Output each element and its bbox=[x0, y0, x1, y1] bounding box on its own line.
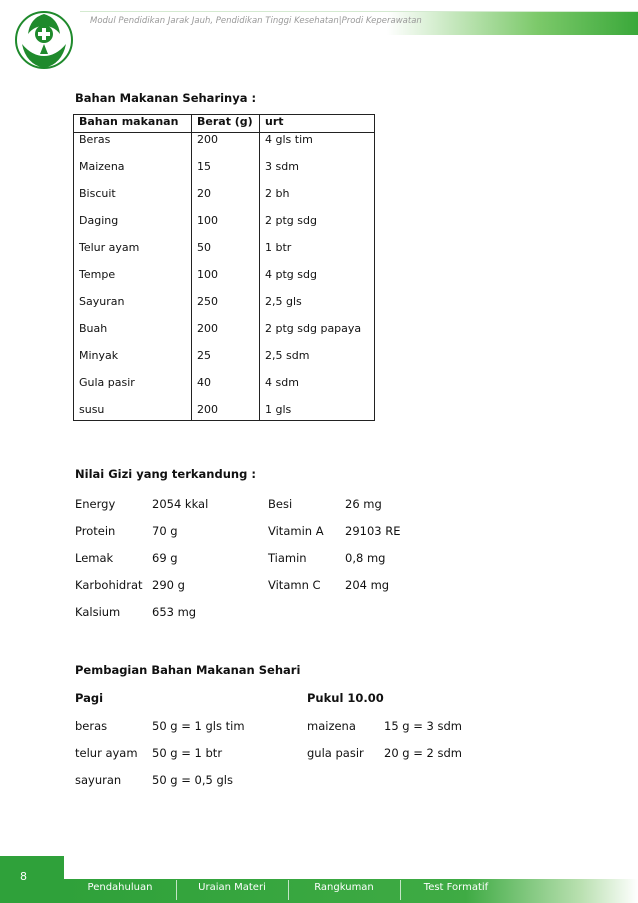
nutrient-label: Karbohidrat bbox=[75, 578, 143, 592]
nutrition-section-title: Nilai Gizi yang terkandung : bbox=[75, 467, 256, 481]
nutrient-value: 69 g bbox=[152, 551, 178, 565]
urt-cell: 2,5 gls bbox=[260, 295, 375, 322]
weight-cell: 40 bbox=[192, 376, 260, 403]
food-name-cell: Biscuit bbox=[74, 187, 192, 214]
running-title: Modul Pendidikan Jarak Jauh, Pendidikan Tinggi Kesehatan|Prodi Keperawatan bbox=[90, 16, 422, 26]
food-item-label: telur ayam bbox=[75, 746, 138, 760]
food-item-label: maizena bbox=[307, 719, 356, 733]
column-header: Berat (g) bbox=[192, 115, 260, 133]
weight-cell: 50 bbox=[192, 241, 260, 268]
food-section-title: Bahan Makanan Seharinya : bbox=[75, 91, 257, 105]
urt-cell: 2 ptg sdg bbox=[260, 214, 375, 241]
table-row bbox=[74, 160, 375, 187]
nutrient-value: 204 mg bbox=[345, 578, 390, 592]
nav-test-formatif[interactable]: Test Formatif bbox=[423, 882, 489, 893]
table-row bbox=[74, 133, 375, 161]
food-item-label: gula pasir bbox=[307, 746, 364, 760]
food-item-portion: 50 g = 0,5 gls bbox=[152, 773, 233, 787]
food-item-label: sayuran bbox=[75, 773, 122, 787]
food-name-cell: Tempe bbox=[74, 268, 192, 295]
weight-cell: 20 bbox=[192, 187, 260, 214]
weight-cell: 100 bbox=[192, 214, 260, 241]
food-name-cell: Gula pasir bbox=[74, 376, 192, 403]
food-item-portion: 15 g = 3 sdm bbox=[384, 719, 463, 733]
weight-cell: 200 bbox=[192, 403, 260, 421]
page-number-box bbox=[0, 856, 64, 903]
food-name-cell: Beras bbox=[74, 133, 192, 161]
nav-rangkuman[interactable]: Rangkuman bbox=[314, 882, 374, 893]
table-row bbox=[74, 376, 375, 403]
table-row bbox=[74, 322, 375, 349]
nutrient-value: 70 g bbox=[152, 524, 178, 538]
urt-cell: 2 bh bbox=[260, 187, 375, 214]
food-name-cell: susu bbox=[74, 403, 192, 421]
nutrient-label: Besi bbox=[268, 497, 293, 511]
food-item-portion: 50 g = 1 gls tim bbox=[152, 719, 245, 733]
table-row bbox=[74, 214, 375, 241]
nutrient-label: Energy bbox=[75, 497, 116, 511]
weight-cell: 15 bbox=[192, 160, 260, 187]
food-name-cell: Daging bbox=[74, 214, 192, 241]
urt-cell: 4 gls tim bbox=[260, 133, 375, 161]
distribution-section-title: Pembagian Bahan Makanan Sehari bbox=[75, 663, 301, 677]
nutrient-value: 653 mg bbox=[152, 605, 197, 619]
urt-cell: 2,5 sdm bbox=[260, 349, 375, 376]
table-header-row bbox=[74, 115, 375, 133]
food-name-cell: Buah bbox=[74, 322, 192, 349]
nutrient-value: 0,8 mg bbox=[345, 551, 386, 565]
nutrient-value: 26 mg bbox=[345, 497, 382, 511]
food-item-portion: 20 g = 2 sdm bbox=[384, 746, 463, 760]
pukul-heading: Pukul 10.00 bbox=[307, 691, 384, 705]
weight-cell: 100 bbox=[192, 268, 260, 295]
column-header: urt bbox=[260, 115, 375, 133]
food-name-cell: Minyak bbox=[74, 349, 192, 376]
table-row bbox=[74, 349, 375, 376]
food-name-cell: Maizena bbox=[74, 160, 192, 187]
urt-cell: 3 sdm bbox=[260, 160, 375, 187]
nutrient-label: Lemak bbox=[75, 551, 114, 565]
table-row bbox=[74, 268, 375, 295]
nutrient-label: Protein bbox=[75, 524, 116, 538]
nav-uraian-materi[interactable]: Uraian Materi bbox=[198, 882, 266, 893]
table-row bbox=[74, 295, 375, 322]
urt-cell: 4 sdm bbox=[260, 376, 375, 403]
urt-cell: 1 btr bbox=[260, 241, 375, 268]
pagi-heading: Pagi bbox=[75, 691, 104, 705]
weight-cell: 250 bbox=[192, 295, 260, 322]
food-table bbox=[73, 114, 375, 421]
table-row bbox=[74, 187, 375, 214]
bakti-husada-logo bbox=[12, 4, 76, 74]
food-name-cell: Sayuran bbox=[74, 295, 192, 322]
page-number: 8 bbox=[20, 870, 27, 883]
nutrient-label: Vitamin A bbox=[268, 524, 324, 538]
nutrient-value: 290 g bbox=[152, 578, 185, 592]
nutrient-label: Kalsium bbox=[75, 605, 121, 619]
table-row bbox=[74, 241, 375, 268]
column-header: Bahan makanan bbox=[74, 115, 192, 133]
food-item-label: beras bbox=[75, 719, 108, 733]
nutrient-label: Vitamn C bbox=[268, 578, 321, 592]
nutrient-value: 29103 RE bbox=[345, 524, 401, 538]
food-item-portion: 50 g = 1 btr bbox=[152, 746, 223, 760]
weight-cell: 25 bbox=[192, 349, 260, 376]
nutrient-label: Tiamin bbox=[268, 551, 307, 565]
nutrient-value: 2054 kkal bbox=[152, 497, 209, 511]
weight-cell: 200 bbox=[192, 322, 260, 349]
urt-cell: 1 gls bbox=[260, 403, 375, 421]
urt-cell: 4 ptg sdg bbox=[260, 268, 375, 295]
urt-cell: 2 ptg sdg papaya bbox=[260, 322, 375, 349]
nav-pendahuluan[interactable]: Pendahuluan bbox=[87, 882, 153, 893]
food-name-cell: Telur ayam bbox=[74, 241, 192, 268]
table-row bbox=[74, 403, 375, 421]
weight-cell: 200 bbox=[192, 133, 260, 161]
